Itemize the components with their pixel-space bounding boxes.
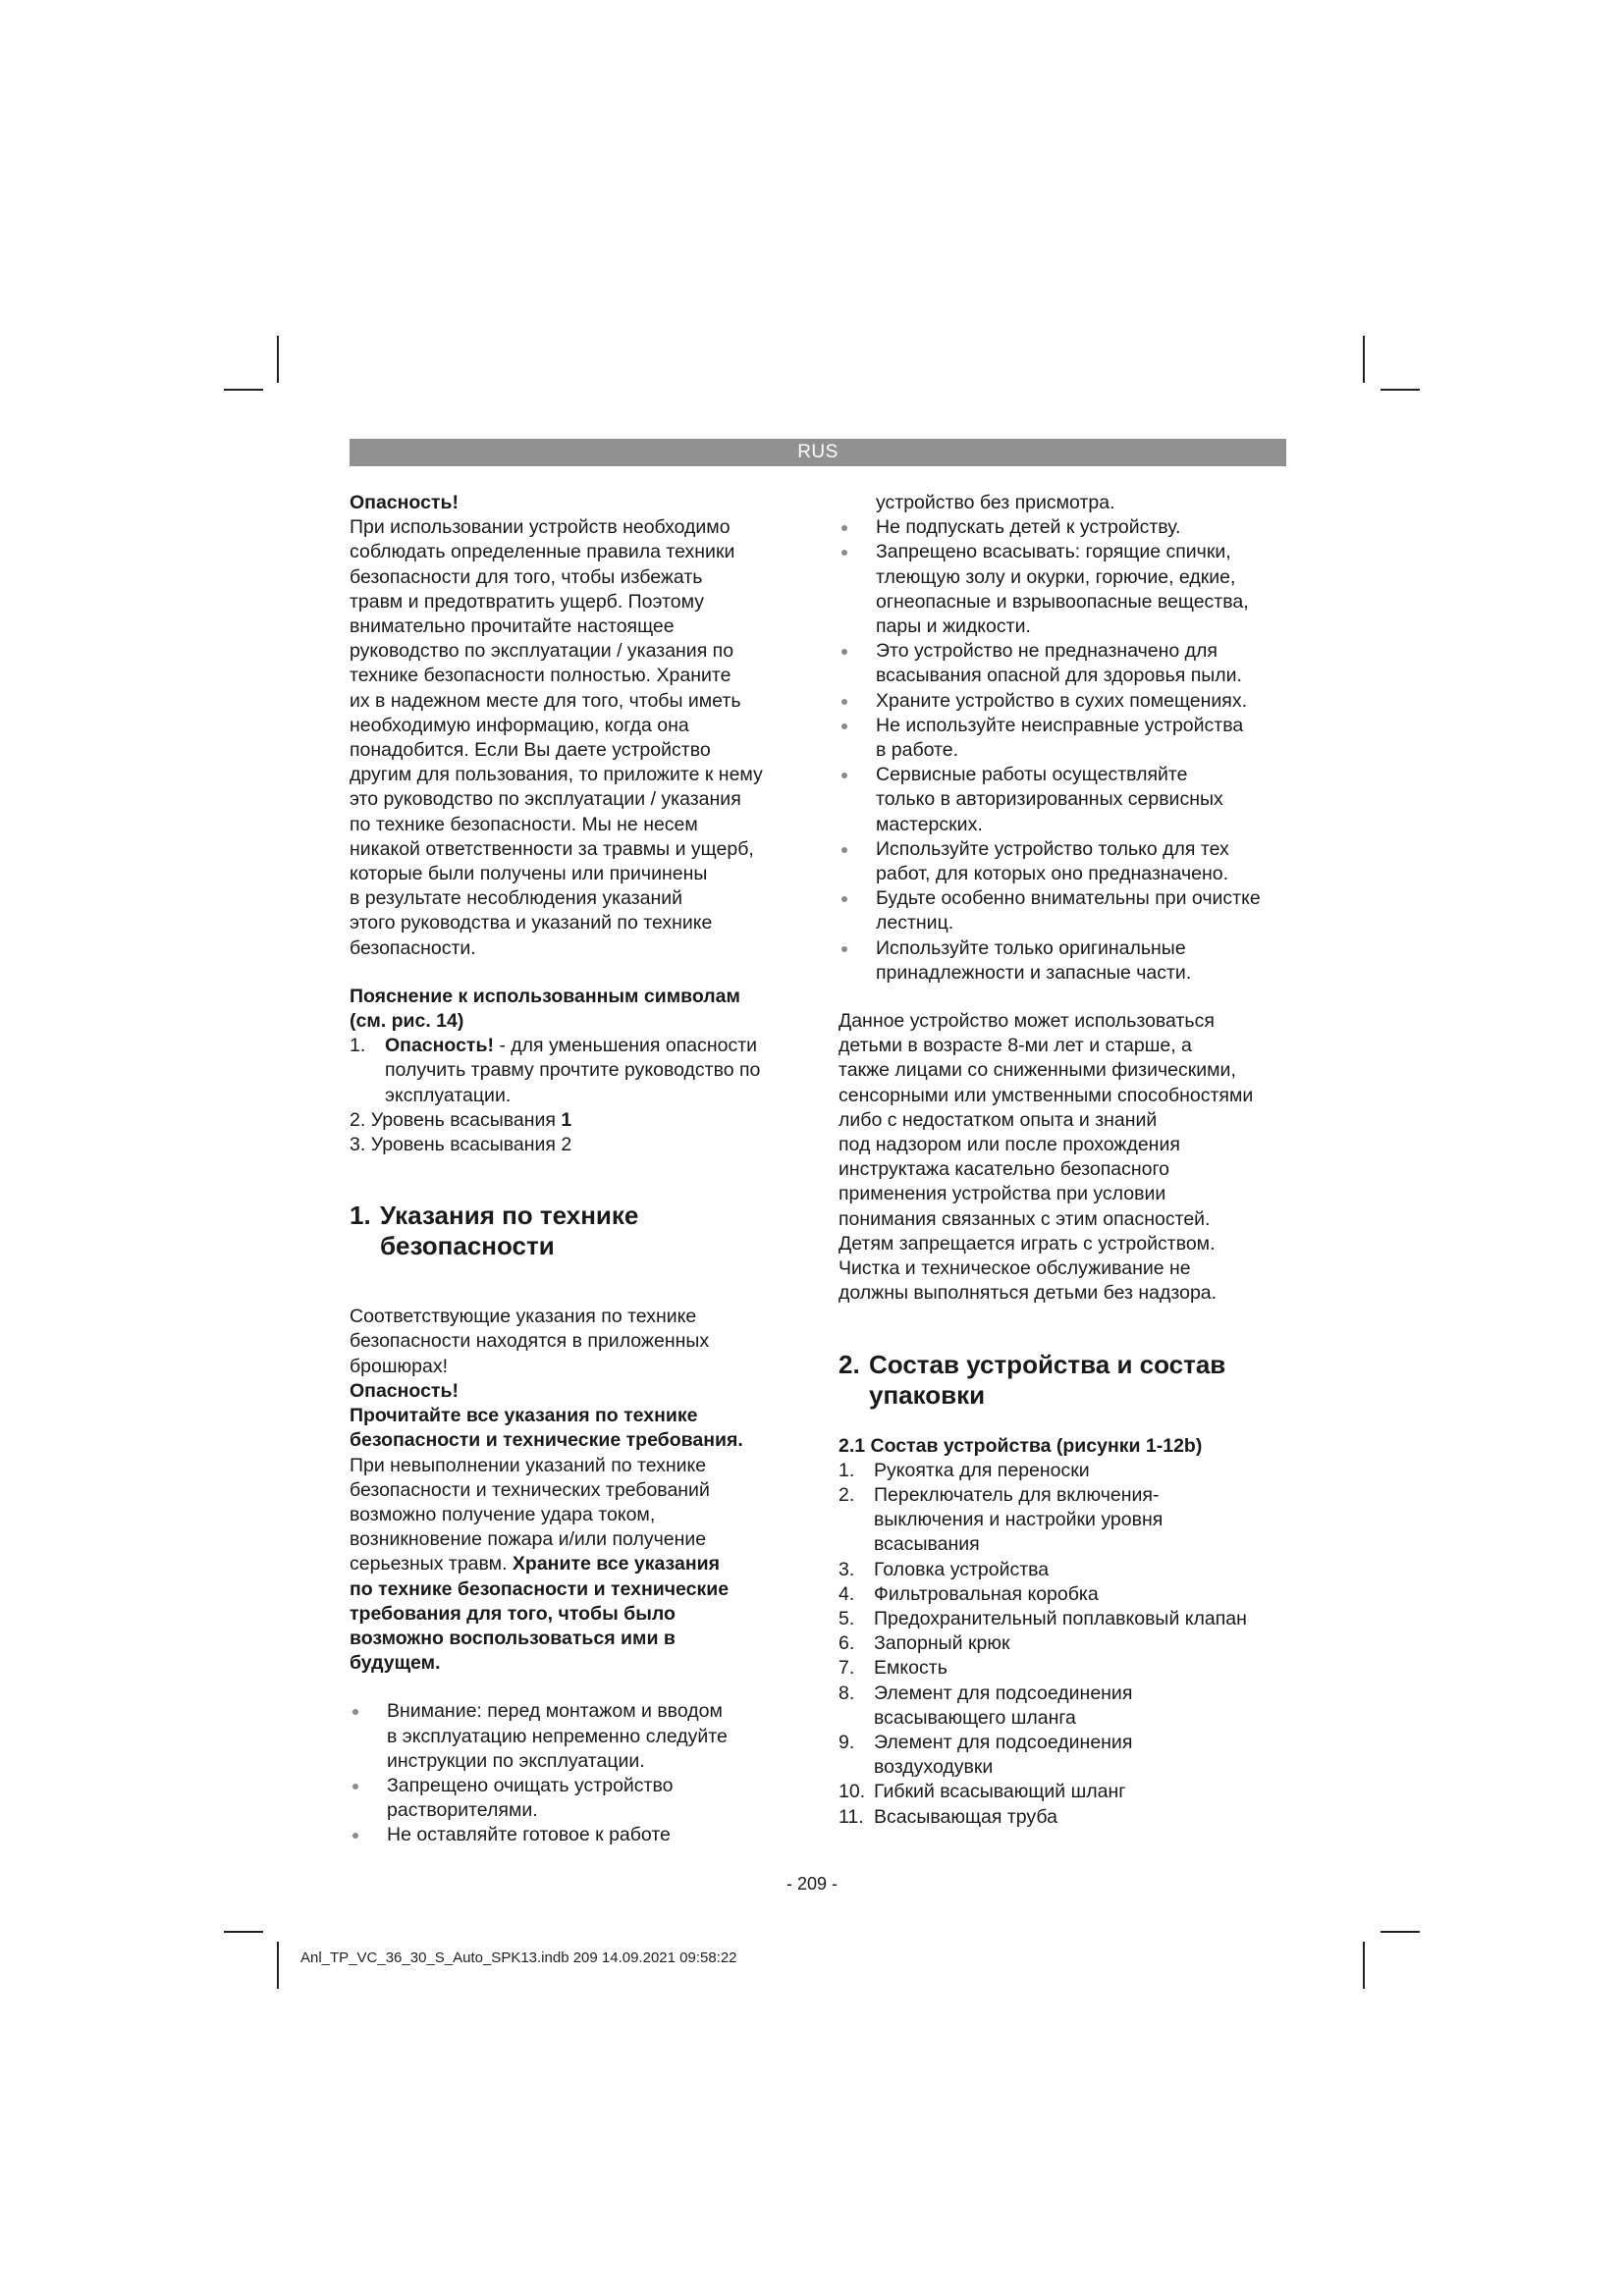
bullet-dot-icon (841, 699, 847, 705)
part-item: 9. Элемент для подсоединения воздуходувки (839, 1731, 1133, 1779)
danger-text-line: руководство по эксплуатации / указания по (350, 640, 734, 663)
symbols-title-line1: Пояснение к использованным символам (350, 985, 740, 1007)
bullet-item: Будьте особенно внимательны при очистке лестниц. (839, 886, 1290, 935)
children-text-line: также лицами со сниженными физическими, (839, 1059, 1236, 1082)
children-text-line: под надзором или после прохождения (839, 1134, 1180, 1156)
danger-text-line: понадобится. Если Вы даете устройство (350, 739, 711, 762)
crop-mark-top-right-horizontal (1380, 389, 1420, 391)
bullet-dot-icon (841, 847, 847, 853)
danger-text-line: безопасности. (350, 936, 476, 959)
bullet-item: Не подпускать детей к устройству. (839, 515, 1290, 540)
danger-paragraph (350, 515, 797, 961)
danger-text-line: которые были получены или причинены (350, 863, 708, 885)
symbol-item: 2. Уровень всасывания 1 (350, 1108, 572, 1131)
bullet-item: Используйте только оригинальные принадлежности и запасные части. (839, 936, 1290, 986)
right-safety-bullets (839, 515, 1290, 986)
children-text-line: сенсорными или умственными способностями (839, 1084, 1254, 1106)
crop-mark-bottom-right-vertical (1363, 1942, 1365, 1989)
children-text-line: детьми в возрасте 8-ми лет и старше, а (839, 1035, 1192, 1057)
symbol-item: 1. Опасность! - для уменьшения опасности получить травму прочтите руководство по эксплуатации. (350, 1035, 761, 1106)
crop-mark-bottom-right-horizontal (1380, 1931, 1420, 1933)
danger-text-line: травм и предотвратить ущерб. Поэтому (350, 590, 704, 613)
bullet-dot-icon (841, 550, 847, 556)
part-item: 1. Рукоятка для переноски (839, 1459, 1090, 1481)
danger-text-line: внимательно прочитайте настоящее (350, 615, 675, 638)
danger-title: Опасность! (350, 492, 459, 513)
part-item: 11. Всасывающая труба (839, 1805, 1057, 1828)
bullet-dot-icon (841, 649, 847, 655)
part-item: 10. Гибкий всасывающий шланг (839, 1781, 1126, 1803)
symbols-title-line2: (см. рис. 14) (350, 1010, 464, 1033)
danger-text-line: по технике безопасности. Мы не несем (350, 813, 698, 835)
bullet-dot-icon (352, 1833, 358, 1839)
bullet-item: Запрещено очищать устройство растворителями. (350, 1774, 797, 1823)
children-text-line: понимания связанных с этим опасностей. (839, 1207, 1211, 1230)
children-text-line: либо с недостатком опыта и знаний (839, 1108, 1158, 1131)
left-column: Опасность! При использовании устройств необходимо соблюдать определенные правила техники безопасности для того, чтобы избежать травм и предотвратить ущерб. Поэтому внимательно прочитайте настоящее руководство по эксплуатации / указания по технике безопасности полностью. Храните их в надежном месте для того, чтобы иметь необходимую информацию, когда она понадобится. Если Вы даете устройство другим для пользования, то приложите к нему это руководство по эксплуатации / указания по технике безопасности. Мы не несем никакой ответственности за травмы и ущерб, которые были получены или причинены в результате несоблюдения указаний этого руководства и указаний по технике безопасности. Пояснение к использованным символам (см. рис. 14) 1. Опасность! - для уменьшения опасности получить травму прочтите руководство по эксплуатации. 2. Уровень всасывания 1 3. Уровень всасывания 2 1. Указания по технике безопасности Соответствующие указания по технике безопасности находятся в приложенных брошюрах! Опасность! Прочитайте все указания по технике безопасности и технические требования. При невыполнении указаний по технике безопасности и технических требований возможно получение удара током, возникновение пожара и/или получение серьезных травм. Храните все указания по технике безопасности и технические требования для того, чтобы было возможно воспользоваться ими в будущем. Внимание: перед монтажом и вводом в эксплуатацию непременно следуйте инструкции по эксплуатации. Запрещено очищать устройство растворителями. Не оставляйте готовое к работе (350, 491, 797, 1848)
section-1-danger: Опасность! (350, 1379, 459, 1402)
bullet-dot-icon (841, 896, 847, 902)
bullet-item: Не используйте неисправные устройства в работе. (839, 714, 1290, 763)
children-text-line: Данное устройство может использоваться (839, 1010, 1215, 1033)
right-column (839, 491, 1290, 1830)
bullet-dot-icon (841, 773, 847, 778)
page-number: - 209 - (785, 1874, 839, 1894)
danger-text-line: их в надежном месте для того, чтобы иметь (350, 689, 741, 712)
danger-text-line: никакой ответственности за травмы и ущерб, (350, 837, 754, 860)
danger-text-line: это руководство по эксплуатации / указания (350, 788, 741, 811)
bullet-dot-icon (352, 1784, 358, 1789)
danger-text-line: При использовании устройств необходимо (350, 516, 731, 539)
bullet-item: Это устройство не предназначено для всасывания опасной для здоровья пыли. (839, 639, 1290, 688)
part-item: 7. Емкость (839, 1657, 947, 1680)
bullet-item: Храните устройство в сухих помещениях. (839, 689, 1290, 714)
language-header-bar (350, 439, 1286, 466)
language-label: RUS (797, 442, 839, 462)
danger-text-line: технике безопасности полностью. Храните (350, 665, 731, 687)
parts-list (839, 1459, 1290, 1830)
danger-text-line: в результате несоблюдения указаний (350, 887, 683, 910)
section-2-heading: 2. Состав устройства и состав упаковки (839, 1349, 1226, 1410)
danger-text-line: необходимую информацию, когда она (350, 714, 689, 736)
section-1-intro: Соответствующие указания по технике безопасности находятся в приложенных брошюрах! (350, 1306, 710, 1377)
symbols-list (350, 1034, 797, 1157)
part-item: 8. Элемент для подсоединения всасывающего шланга (839, 1682, 1133, 1729)
children-text-line: инструктажа касательно безопасного (839, 1158, 1170, 1181)
print-footer: Anl_TP_VC_36_30_S_Auto_SPK13.indb 209 14.09.2021 09:58:22 (300, 1949, 737, 1966)
children-text-line: должны выполняться детьми без надзора. (839, 1282, 1218, 1305)
bullet-dot-icon (841, 525, 847, 531)
danger-text-line: безопасности для того, чтобы избежать (350, 565, 703, 588)
bullet-item: Используйте устройство только для тех работ, для которых оно предназначено. (839, 837, 1290, 886)
children-text-line: Чистка и техническое обслуживание не (839, 1257, 1191, 1280)
crop-mark-top-right-vertical (1363, 336, 1365, 383)
crop-mark-bottom-left-vertical (277, 1942, 279, 1989)
crop-mark-bottom-left-horizontal (224, 1931, 263, 1933)
bullet-item: Сервисные работы осуществляйте только в авторизированных сервисных мастерских. (839, 763, 1290, 837)
crop-mark-top-left-horizontal (224, 389, 263, 391)
bullet-dot-icon (352, 1709, 358, 1715)
danger-text-line: другим для пользования, то приложите к нему (350, 764, 763, 786)
left-safety-bullets (350, 1699, 797, 1847)
part-item: 2. Переключатель для включения- выключения и настройки уровня всасывания (839, 1483, 1164, 1556)
children-text-line: применения устройства при условии (839, 1183, 1166, 1205)
children-paragraph (839, 1009, 1290, 1306)
bullet-item: Не оставляйте готовое к работе (350, 1823, 797, 1847)
continued-line: устройство без присмотра. (876, 492, 1115, 513)
part-item: 4. Фильтровальная коробка (839, 1582, 1099, 1605)
danger-text-line: соблюдать определенные правила техники (350, 541, 735, 563)
subsection-2-1-title: 2.1 Состав устройства (рисунки 1-12b) (839, 1434, 1203, 1457)
children-text-line: Детям запрещается играть с устройством. (839, 1232, 1216, 1255)
bullet-item: Запрещено всасывать: горящие спички, тлеющую золу и окурки, горючие, едкие, огнеопасные и взрывоопасные вещества, пары и жидкости. (839, 540, 1290, 639)
bullet-item: Внимание: перед монтажом и вводом в эксплуатацию непременно следуйте инструкции по эксплуатации. (350, 1699, 797, 1774)
section-1-heading: 1. Указания по технике безопасности (350, 1201, 639, 1261)
bullet-dot-icon (841, 723, 847, 729)
part-item: 5. Предохранительный поплавковый клапан (839, 1607, 1247, 1629)
crop-mark-top-left-vertical (277, 336, 279, 383)
danger-text-line: этого руководства и указаний по технике (350, 912, 713, 934)
symbol-item: 3. Уровень всасывания 2 (350, 1134, 572, 1156)
part-item: 6. Запорный крюк (839, 1632, 1010, 1655)
bullet-dot-icon (841, 946, 847, 952)
part-item: 3. Головка устройства (839, 1558, 1050, 1580)
